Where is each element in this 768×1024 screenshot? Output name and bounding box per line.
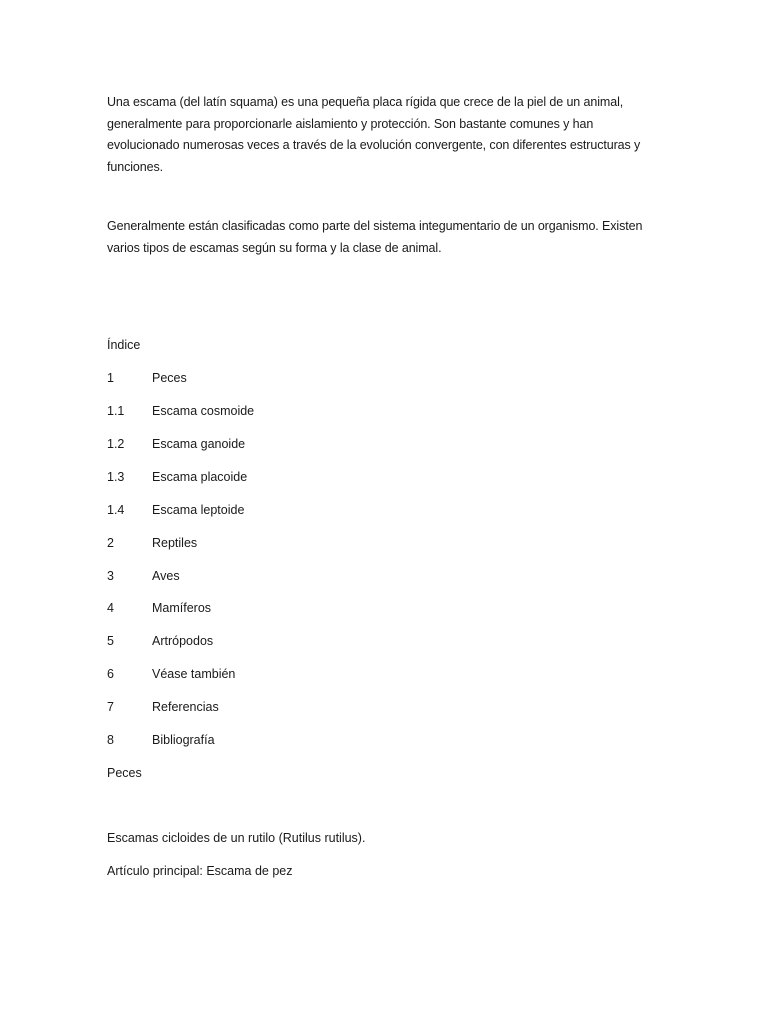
toc-item-label: Bibliografía <box>152 733 215 747</box>
toc-item-number: 1.1 <box>107 404 125 418</box>
toc-item-number: 1.4 <box>107 503 125 517</box>
toc-item-number: 7 <box>107 700 114 714</box>
section-heading: Peces <box>107 766 142 780</box>
toc-item <box>107 632 507 650</box>
toc-item <box>107 501 507 519</box>
toc-item <box>107 698 507 716</box>
toc-item-label: Aves <box>152 569 180 583</box>
toc-item-label: Véase también <box>152 667 236 681</box>
main-article-note: Artículo principal: Escama de pez <box>107 864 293 878</box>
toc-item <box>107 534 507 552</box>
intro-paragraph: Una escama (del latín squama) es una pequeña placa rígida que crece de la piel de un animal, generalmente para proporcionarle aislamiento y protección. Son bastante comunes y han evolucionado numerosas veces a través de la evolución convergente, con diferentes estructuras y funciones. <box>107 95 641 174</box>
toc-item-number: 6 <box>107 667 114 681</box>
toc-item-label: Mamíferos <box>152 601 212 615</box>
toc-item-label: Peces <box>152 371 187 385</box>
toc-item-label: Escama leptoide <box>152 503 245 517</box>
toc-item <box>107 402 507 420</box>
toc-item-label: Reptiles <box>152 536 198 550</box>
toc-item-label: Escama ganoide <box>152 437 246 451</box>
toc-item-number: 8 <box>107 733 114 747</box>
toc-item <box>107 468 507 486</box>
toc-item-number: 5 <box>107 634 114 648</box>
toc-item <box>107 435 507 453</box>
toc-item-number: 4 <box>107 601 114 615</box>
toc-item-label: Artrópodos <box>152 634 214 648</box>
toc-item-label: Escama cosmoide <box>152 404 255 418</box>
toc-item <box>107 731 507 749</box>
classification-paragraph: Generalmente están clasificadas como parte del sistema integumentario de un organismo. Existen varios tipos de escamas según su forma y la clase de animal. <box>107 219 643 255</box>
toc-heading: Índice <box>107 338 141 352</box>
toc-item <box>107 567 507 585</box>
toc-item-number: 1 <box>107 371 114 385</box>
toc-item-label: Referencias <box>152 700 219 714</box>
toc-item-number: 2 <box>107 536 114 550</box>
toc-item-number: 3 <box>107 569 114 583</box>
image-caption: Escamas cicloides de un rutilo (Rutilus rutilus). <box>107 831 366 845</box>
toc-item-label: Escama placoide <box>152 470 248 484</box>
toc-item-number: 1.2 <box>107 437 125 451</box>
toc-item <box>107 369 507 387</box>
toc-item <box>107 665 507 683</box>
toc-item-number: 1.3 <box>107 470 125 484</box>
toc-item <box>107 599 507 617</box>
